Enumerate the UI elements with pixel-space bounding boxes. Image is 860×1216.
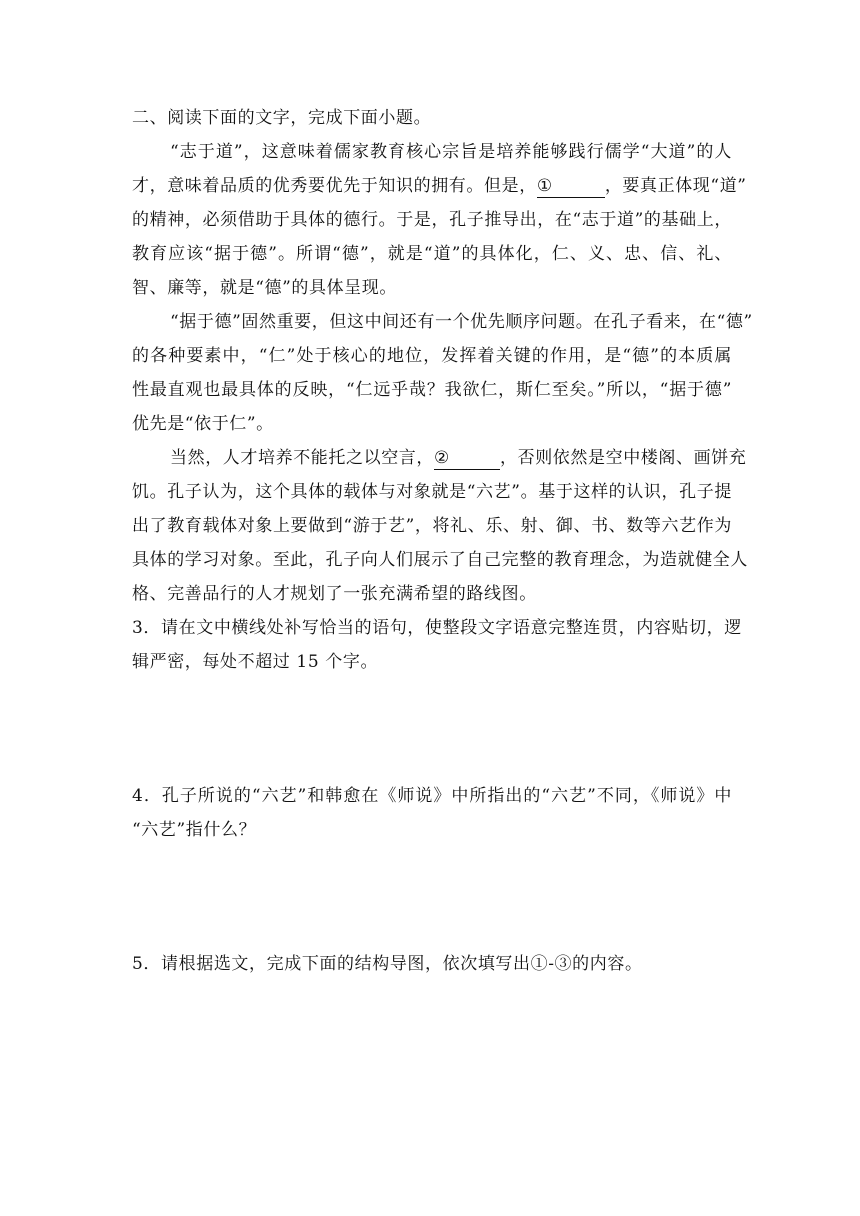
question-4-line2: “六艺”指什么？ <box>132 820 257 840</box>
passage-p1-line1: “志于道”，这意味着儒家教育核心宗旨是培养能够践行儒学“大道”的人 <box>170 142 732 162</box>
passage-p1-line5: 智、廉等，就是“德”的具体呈现。 <box>132 278 397 298</box>
passage-p3-line1 <box>170 446 747 470</box>
passage-p3-line2: 饥。孔子认为，这个具体的载体与对象就是“六艺”。基于这样的认识，孔子提 <box>132 482 732 502</box>
question-3-line1: 3．请在文中横线处补写恰当的语句，使整段文字语意完整连贯，内容贴切，逻 <box>132 618 742 638</box>
passage-p3-line4: 具体的学习对象。至此，孔子向人们展示了自己完整的教育理念，为造就健全人 <box>132 550 748 570</box>
answer-blank-1: ① <box>537 175 605 198</box>
passage-p1-line2 <box>132 174 747 198</box>
question-5-line1: 5．请根据选文，完成下面的结构导图，依次填写出①-③的内容。 <box>132 954 643 974</box>
passage-p1-line4: 教育应该“据于德”。所谓“德”，就是“道”的具体化，仁、义、忠、信、礼、 <box>132 244 732 264</box>
passage-p3-line3: 出了教育载体对象上要做到“游于艺”，将礼、乐、射、御、书、数等六艺作为 <box>132 516 732 536</box>
passage-p3-line1-pre: 当然，人才培养不能托之以空言， <box>170 448 434 468</box>
passage-p2-line4: 优先是“依于仁”。 <box>132 414 274 434</box>
question-3-line2: 辑严密，每处不超过 15 个字。 <box>132 652 379 672</box>
passage-p2-line2: 的各种要素中，“仁”处于核心的地位，发挥着关键的作用，是“德”的本质属 <box>132 346 732 366</box>
passage-p3-line5: 格、完善品行的人才规划了一张充满希望的路线图。 <box>132 584 537 604</box>
answer-blank-2: ② <box>434 447 500 470</box>
question-4-line1: 4．孔子所说的“六艺”和韩愈在《师说》中所指出的“六艺”不同，《师说》中 <box>132 786 732 806</box>
passage-p1-line2-pre: 才，意味着品质的优秀要优先于知识的拥有。但是， <box>132 176 537 196</box>
passage-p3-line1-post: ，否则依然是空中楼阁、画饼充 <box>500 448 747 468</box>
section-heading: 二、阅读下面的文字，完成下面小题。 <box>132 108 432 128</box>
passage-p2-line1: “据于德”固然重要，但这中间还有一个优先顺序问题。在孔子看来，在“德” <box>170 312 753 332</box>
passage-p1-line2-post: ，要真正体现“道” <box>604 176 747 196</box>
passage-p1-line3: 的精神，必须借助于具体的德行。于是，孔子推导出，在“志于道”的基础上， <box>132 210 732 230</box>
passage-p2-line3: 性最直观也最具体的反映，“仁远乎哉？我欲仁，斯仁至矣。”所以，“据于德” <box>132 380 732 400</box>
